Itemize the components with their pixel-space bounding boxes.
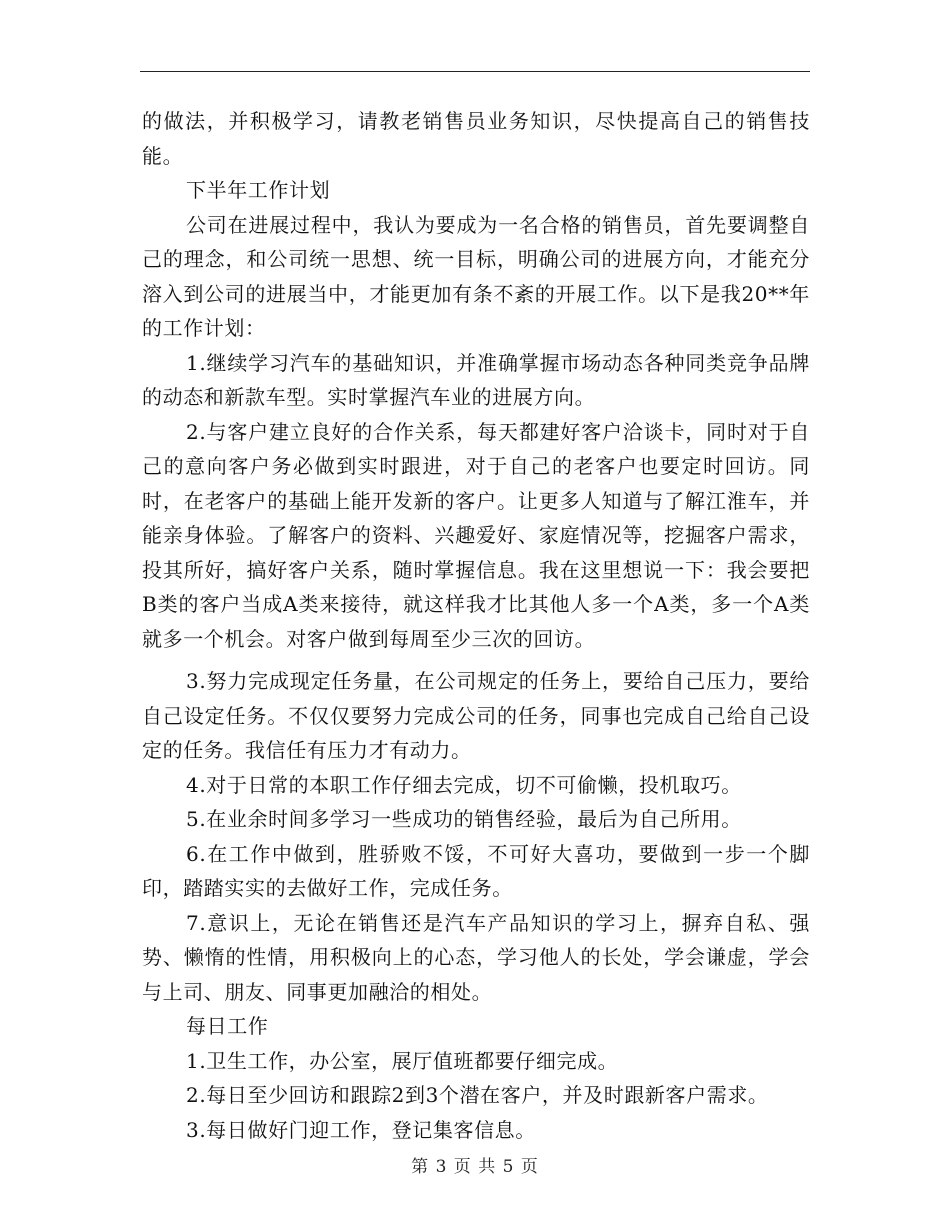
- heading-second-half-plan: 下半年工作计划: [186, 178, 331, 202]
- daily-item-1: 1.卫生工作，办公室，展厅值班都要仔细完成。: [186, 1048, 619, 1073]
- daily-item-3: 3.每日做好门迎工作，登记集客信息。: [186, 1117, 536, 1142]
- header-rule: [140, 71, 810, 72]
- plan-item-7: 7.意识上，无论在销售还是汽车产品知识的学习上，摒弃自私、强势、懒惰的性情，用积极向上的心态，学习他人的长处，学会谦虚，学会与上司、朋友、同事更加融洽的相处。: [142, 910, 810, 1004]
- plan-item-4: 4.对于日常的本职工作仔细去完成，切不可偷懒，投机取巧。: [186, 772, 742, 797]
- plan-item-1: 1.继续学习汽车的基础知识，并准确掌握市场动态各种同类竞争品牌的动态和新款车型。实时掌握汽车业的进展方向。: [142, 350, 810, 409]
- heading-daily-work: 每日工作: [186, 1014, 269, 1038]
- paragraph-intro: 公司在进展过程中，我认为要成为一名合格的销售员，首先要调整自己的理念，和公司统一思想、统一目标，明确公司的进展方向，才能充分溶入到公司的进展当中，才能更加有条不紊的开展工作。以下是我20**年的工作计划：: [142, 212, 810, 340]
- paragraph-continuation: 的做法，并积极学习，请教老销售员业务知识，尽快提高自己的销售技能。: [142, 109, 810, 168]
- plan-item-2: 2.与客户建立良好的合作关系，每天都建好客户洽谈卡，同时对于自己的意向客户务必做到实时跟进，对于自己的老客户也要定时回访。同时，在老客户的基础上能开发新的客户。让更多人知道与了解江淮车，并能亲身体验。了解客户的资料、兴趣爱好、家庭情况等，挖掘客户需求，投其所好，搞好客户关系，随时掌握信息。我在这里想说一下：我会要把B类的客户当成A类来接待，就这样我才比其他人多一个A类，多一个A类就多一个机会。对客户做到每周至少三次的回访。: [142, 419, 810, 651]
- daily-item-2: 2.每日至少回访和跟踪2到3个潜在客户，并及时跟新客户需求。: [186, 1083, 769, 1107]
- plan-item-6: 6.在工作中做到，胜骄败不馁，不可好大喜功，要做到一步一个脚印，踏踏实实的去做好工作，完成任务。: [142, 841, 810, 900]
- page-number-footer: 第 3 页 共 5 页: [411, 1157, 539, 1177]
- plan-item-3: 3.努力完成现定任务量，在公司规定的任务上，要给自己压力，要给自己设定任务。不仅仅要努力完成公司的任务，同事也完成自己给自己设定的任务。我信任有压力才有动力。: [142, 669, 810, 762]
- plan-item-5: 5.在业余时间多学习一些成功的销售经验，最后为自己所用。: [186, 807, 742, 831]
- document-body: [142, 104, 810, 1147]
